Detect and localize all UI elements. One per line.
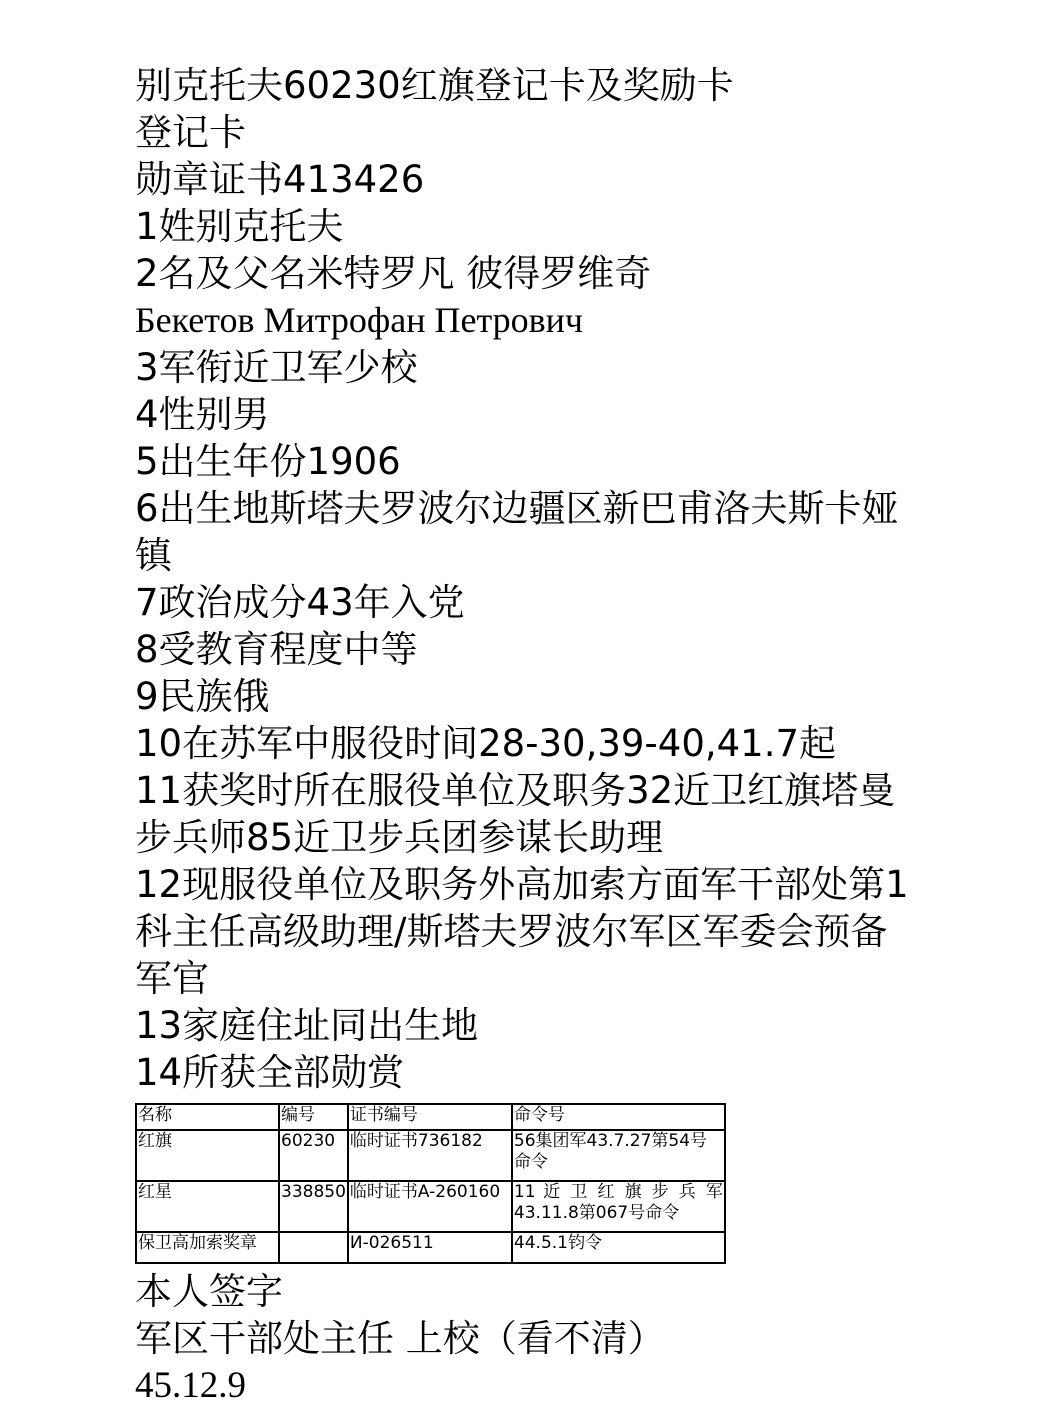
signer-title: 军区干部处主任 上校（看不清） [135, 1317, 665, 1360]
field-birthplace-cont: 镇 [135, 534, 172, 577]
field-current-unit: 12现服役单位及职务外高加索方面军干部处第1 [135, 863, 909, 906]
cell-certificate: И-026511 [348, 1232, 512, 1263]
field-current-unit-cont2: 军官 [135, 957, 209, 1000]
field-current-unit-cont: 科主任高级助理/斯塔夫罗波尔军区军委会预备 [135, 910, 888, 953]
certificate-number: 勋章证书413426 [135, 158, 425, 201]
field-party: 7政治成分43年入党 [135, 581, 465, 624]
field-sex: 4性别男 [135, 393, 270, 436]
field-unit-at-award: 11获奖时所在服役单位及职务32近卫红旗塔曼 [135, 769, 896, 812]
document-title: 别克托夫60230红旗登记卡及奖励卡 [135, 64, 734, 107]
field-surname: 1姓别克托夫 [135, 205, 344, 248]
field-home-address: 13家庭住址同出生地 [135, 1004, 479, 1047]
column-header-name: 名称 [136, 1104, 279, 1130]
cell-order: 11 近 卫 红 旗 步 兵 军 43.11.8第067号命令 [512, 1181, 725, 1232]
field-name-russian: Бекетов Митрофан Петрович [135, 300, 584, 340]
column-header-certificate: 证书编号 [348, 1104, 512, 1130]
table-row [136, 1181, 725, 1232]
cell-order: 44.5.1钧令 [512, 1232, 725, 1263]
cell-number [279, 1232, 348, 1263]
document-date: 45.12.9 [135, 1365, 246, 1406]
cell-number: 60230 [279, 1130, 348, 1181]
table-row [136, 1130, 725, 1181]
field-unit-at-award-cont: 步兵师85近卫步兵团参谋长助理 [135, 816, 664, 859]
field-education: 8受教育程度中等 [135, 628, 418, 671]
field-birth-year: 5出生年份1906 [135, 440, 401, 483]
field-birthplace: 6出生地斯塔夫罗波尔边疆区新巴甫洛夫斯卡娅 [135, 487, 899, 530]
field-nationality: 9民族俄 [135, 675, 270, 718]
column-header-number: 编号 [279, 1104, 348, 1130]
cell-certificate: 临时证书736182 [348, 1130, 512, 1181]
table-header-row [136, 1104, 725, 1130]
cell-name: 红星 [136, 1181, 279, 1232]
document-footer [135, 1268, 665, 1409]
field-service-period: 10在苏军中服役时间28-30,39-40,41.7起 [135, 722, 837, 765]
field-name-patronymic: 2名及父名米特罗凡 彼得罗维奇 [135, 252, 652, 295]
table-row [136, 1232, 725, 1263]
signature-label: 本人签字 [135, 1270, 283, 1313]
document-subtitle: 登记卡 [135, 111, 246, 154]
column-header-order: 命令号 [512, 1104, 725, 1130]
cell-name: 保卫高加索奖章 [136, 1232, 279, 1263]
cell-certificate: 临时证书A-260160 [348, 1181, 512, 1232]
document-body [135, 62, 955, 1096]
awards-table [135, 1103, 726, 1264]
field-all-awards: 14所获全部勋赏 [135, 1051, 405, 1094]
cell-order: 56集团军43.7.27第54号命令 [512, 1130, 725, 1181]
field-rank: 3军衔近卫军少校 [135, 346, 418, 389]
cell-number: 338850 [279, 1181, 348, 1232]
cell-name: 红旗 [136, 1130, 279, 1181]
